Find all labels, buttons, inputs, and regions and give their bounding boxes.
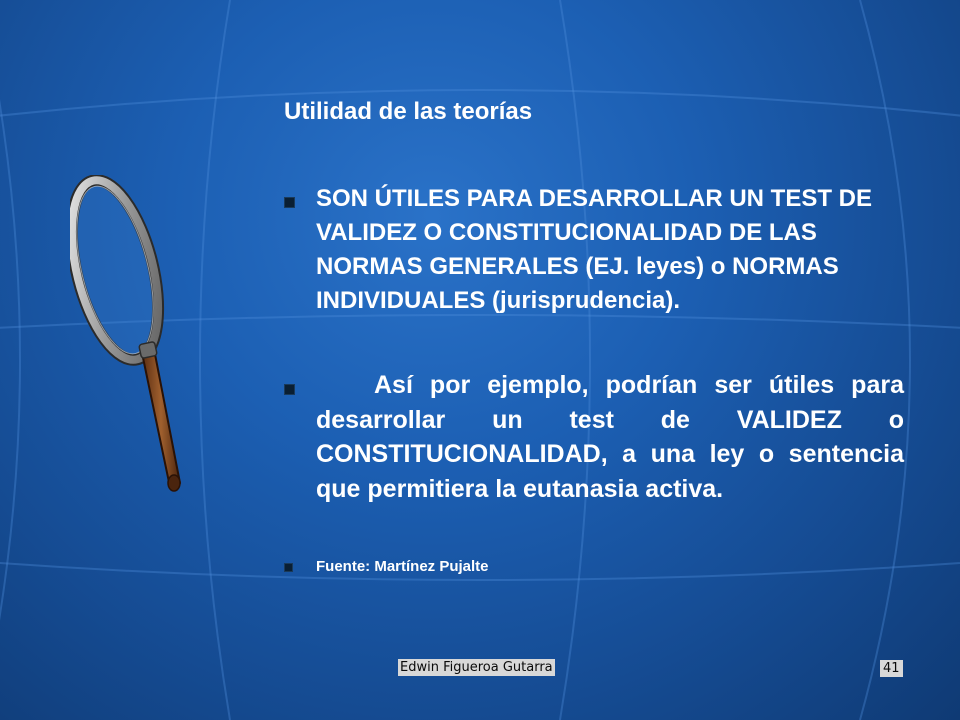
- bullet-item: [284, 556, 904, 577]
- square-bullet-icon: [284, 563, 293, 572]
- square-bullet-icon: [284, 197, 295, 208]
- magnifying-glass-icon: [70, 175, 200, 505]
- bullet-item: [284, 368, 904, 506]
- slide-title: Utilidad de las teorías: [284, 98, 533, 125]
- footer-author: Edwin Figueroa Gutarra: [400, 660, 553, 675]
- bullet-item: [284, 182, 904, 318]
- page-number: 41: [880, 660, 903, 677]
- bullet-text: Así por ejemplo, podrían ser útiles para desarrollar un test de VALIDEZ o CONSTITUCIONALIDAD, a una ley o sentencia que permitiera la eutanasia activa.: [316, 371, 904, 503]
- square-bullet-icon: [284, 384, 295, 395]
- bullet-text: SON ÚTILES PARA DESARROLLAR UN TEST DE VALIDEZ O CONSTITUCIONALIDAD DE LAS NORMAS GENERALES (EJ. leyes) o NORMAS INDIVIDUALES (jurisprudencia).: [316, 185, 873, 315]
- source-citation: Fuente: Martínez Pujalte: [316, 558, 489, 575]
